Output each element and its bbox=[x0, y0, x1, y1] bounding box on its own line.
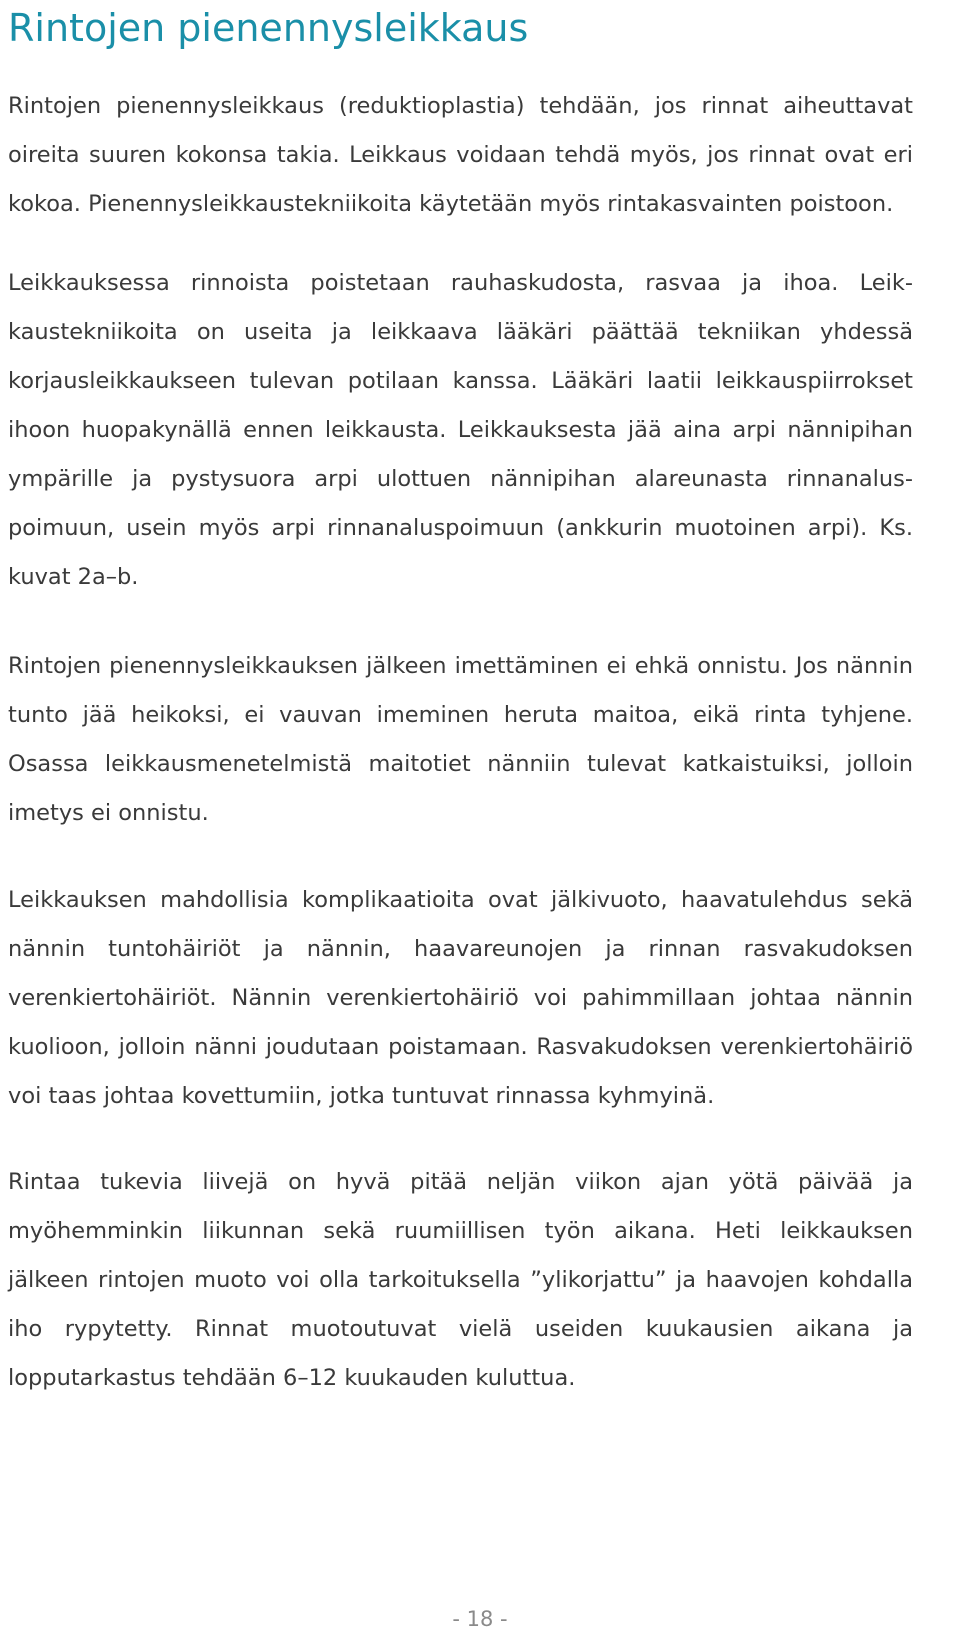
paragraph-complications: Leikkauksen mahdollisia komplikaatioita ovat jälkivuoto, haavatulehdus sekä nännin tuntohäiriöt ja nännin, haavareunojen ja rinnan rasvakudoksen verenkiertohäiriöt. Nännin verenkiertohäiriö voi pahimmillaan johtaa nännin kuolioon, jolloin nänni joudutaan poistamaan. Rasvakudoksen verenkiertohäiriö voi taas johtaa kovettumiin, jotka tuntuvat rinnassa kyhmyinä. bbox=[8, 887, 913, 1109]
paragraph-intro: Rintojen pienennysleikkaus (reduktioplastia) tehdään, jos rinnat aiheuttavat oireita suuren kokonsa takia. Leikkaus voidaan tehdä myös, jos rinnat ovat eri kokoa. Pienennysleikkaustekniikoita käytetään myös rintakasvainten poistoon. bbox=[8, 93, 913, 217]
page-number: - 18 - bbox=[452, 1607, 508, 1631]
paragraph-breastfeeding: Rintojen pienennysleikkauksen jälkeen imettäminen ei ehkä onnistu. Jos nännin tunto jää heikoksi, ei vauvan imeminen heruta maitoa, eikä rinta tyhjene. Osassa leikkausmenetelmistä maitotiet nänniin tulevat katkaistuiksi, jolloin imetys ei onnistu. bbox=[8, 653, 913, 826]
paragraph-aftercare: Rintaa tukevia liivejä on hyvä pitää neljän viikon ajan yötä päivää ja myöhemminkin liikunnan sekä ruumiillisen työn aikana. Heti leikkauksen jälkeen rintojen muoto voi olla tarkoituksella ”ylikorjattu” ja haavojen kohdalla iho rypytetty. Rinnat muotoutuvat vielä useiden kuukausien aikana ja lopputarkastus tehdään 6–12 kuukauden kuluttua. bbox=[8, 1169, 913, 1391]
page-title: Rintojen pienennysleikkaus bbox=[8, 6, 529, 50]
paragraph-procedure: Leikkauksessa rinnoista poistetaan rauhaskudosta, rasvaa ja ihoa. Leikkaustekniikoita on useita ja leikkaava lääkäri päättää tekniikan yhdessä korjausleikkaukseen tulevan potilaan kanssa. Lääkäri laatii leikkauspiirrokset ihoon huopakynällä ennen leikkausta. Leikkauksesta jää aina arpi nännipihan ympärille ja pystysuora arpi ulottuen nännipihan alareunasta rinnanaluspoimuun, usein myös arpi rinnanaluspoimuun (ankkurin muotoinen arpi). Ks. kuvat 2a–b. bbox=[8, 270, 913, 590]
